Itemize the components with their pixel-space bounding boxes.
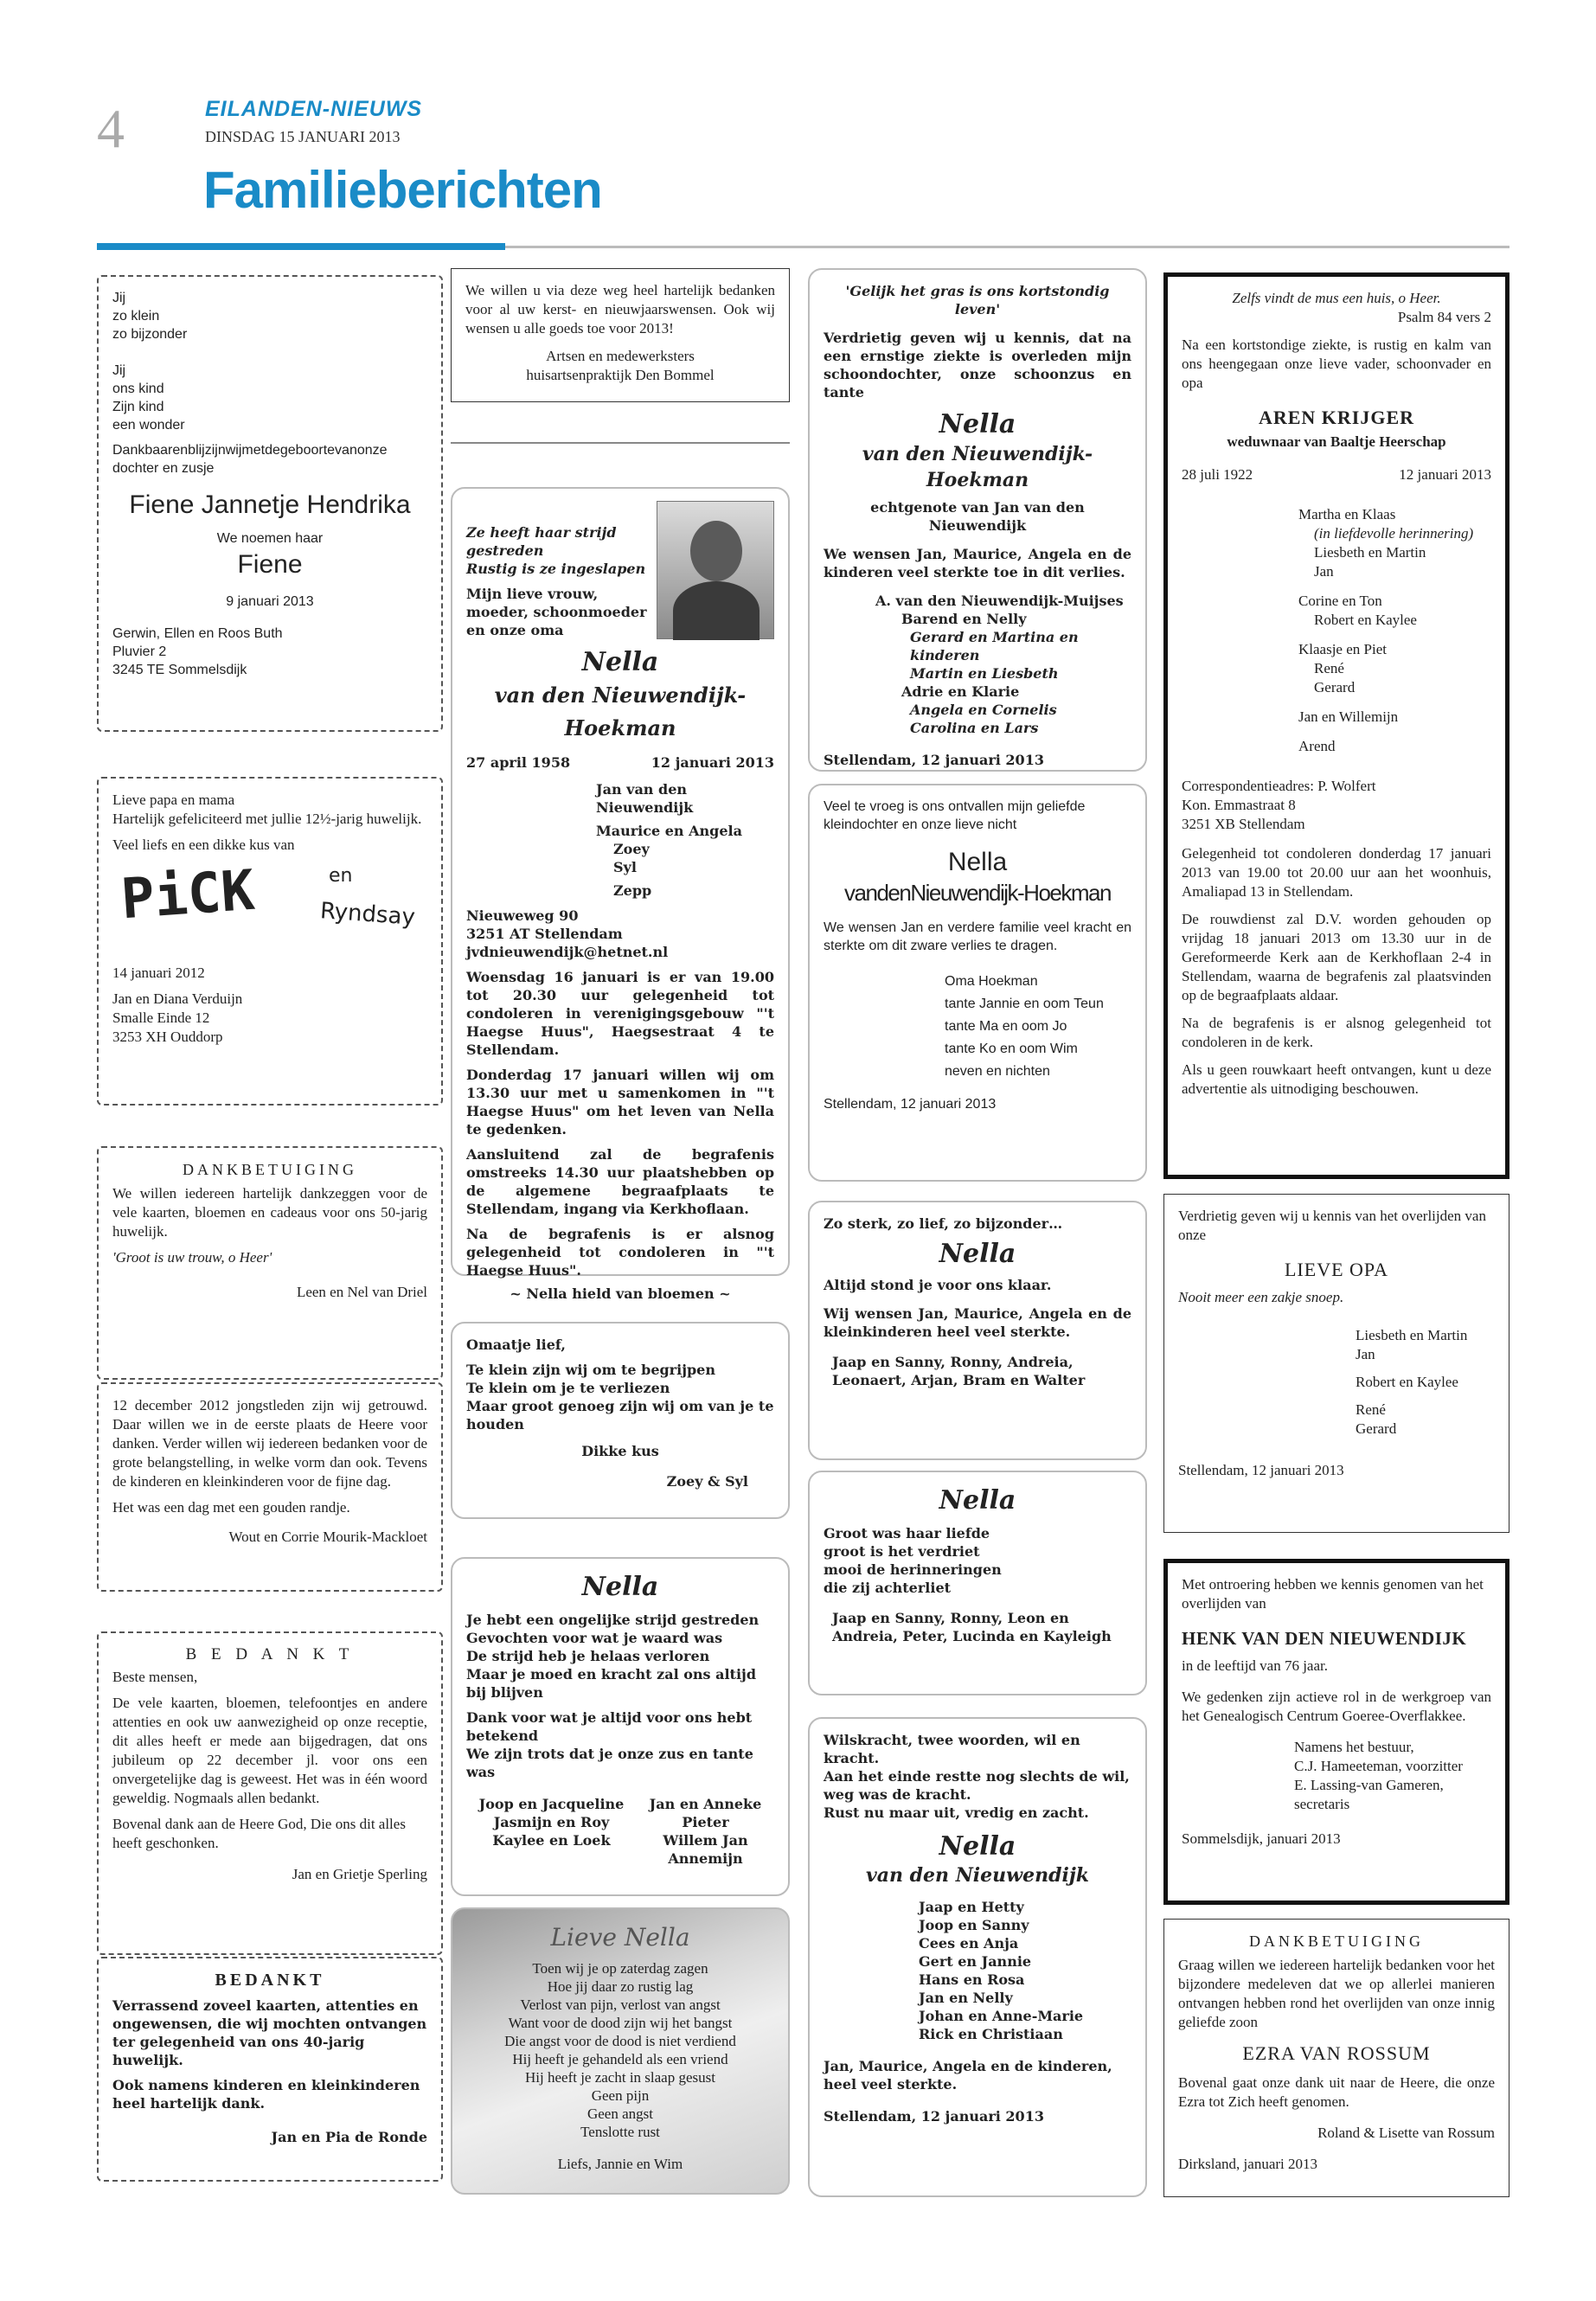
poem-lines [466,1959,774,2141]
portrait-photo [657,501,774,639]
nella1-line-2: Rustig is ze ingeslapen [466,561,646,577]
newspaper-logo: EILANDEN-NIEUWS [205,97,423,121]
thanks-anniversary-40 [97,1957,443,2182]
nella7-place: Stellendam, 12 januari 2013 [824,2108,1044,2125]
anniv-line-3: Veel liefs en een dikke kus van [112,836,295,853]
birth-poem-line: Jij [112,363,126,378]
gp-practice-thanks [451,268,790,402]
nella1-p4: Na de begrafenis is er alsnog gelegenheid tot condoleren in "'t Haegse Huus". [466,1226,774,1279]
bedankt2-text-2: Ook namens kinderen en kleinkinderen heel hartelijk dank. [112,2077,420,2112]
column-divider [451,442,790,444]
birth-poem [112,289,427,434]
anniv-line-2: Hartelijk gefeliciteerd met jullie 12½-jarig huwelijk. [112,811,422,827]
birth-family: Gerwin, Ellen en Roos Buth [112,626,283,641]
ezra-name: EZRA VAN ROSSUM [1242,2042,1431,2064]
obituary-nella-family [451,487,790,1302]
krijger-fam-0-0: Martha en Klaas [1298,506,1396,522]
henk-sign-2: C.J. Hameeteman, voorzitter [1294,1758,1463,1774]
nella5-line-3: Wij wensen Jan, Maurice, Angela en de kleinkinderen heel veel sterkte. [824,1305,1131,1340]
obituary-nella-in-laws [808,268,1147,772]
nella7-name: Nella [939,1831,1016,1862]
nella2-line-6: We zijn trots dat je onze zus en tante was [466,1746,753,1780]
poem-line: Hij heeft je zacht in slaap gesust [525,2069,715,2086]
bedankt1-title: B E D A N K T [185,1645,355,1663]
nella7-fam-4: Hans en Rosa [919,1971,1025,1988]
nella4-fam-3: tante Ko en oom Wim [945,1042,1078,1056]
anniv-street: Smalle Einde 12 [112,1009,210,1026]
birth-poem-line: Jij [112,291,126,305]
krijger-p3: Na de begrafenis is er alsnog gelegenheid tot condoleren in de kerk. [1182,1015,1491,1050]
opa-fam-0-0: Liesbeth en Martin [1356,1327,1468,1343]
birth-poem-line [112,343,427,362]
bedankt1-text: De vele kaarten, bloemen, telefoontjes en andere attenties en ook uw aanwezigheid op onze receptie, dit alles heeft er mede aan bijgedragen, dat ons jubileum op 22 december jl. voor ons een onvergetelijke dag is geweest. Het was in één woord geweldig. Nogmaals allen bedankt. [112,1695,427,1806]
krijger-born: 28 juli 1922 [1182,466,1253,483]
nella7-line-3: weg was de kracht. [824,1786,971,1803]
nella3-p2: We wensen Jan, Maurice, Angela en de kinderen veel sterkte toe in dit verlies. [824,546,1131,580]
nella6-line-2: groot is het verdriet [824,1543,980,1560]
opa-sub: Nooit meer een zakje snoep. [1178,1289,1344,1305]
gp-sign-2: huisartsenpraktijk Den Bommel [526,367,715,383]
nella5-name: Nella [939,1239,1016,1269]
obituary-henk-van-den-nieuwendijk [1163,1559,1509,1905]
nella4-fam-2: tante Ma en oom Jo [945,1019,1067,1034]
nella1-fam-0: Jan van den Nieuwendijk [596,781,694,816]
birth-poem-line: een wonder [112,418,185,433]
krijger-fam-0-3: Jan [1314,563,1334,580]
henk-place: Sommelsdijk, januari 2013 [1182,1830,1341,1847]
nella3-fam-1: Barend en Nelly [901,611,1027,627]
opa-place: Stellendam, 12 januari 2013 [1178,1462,1344,1478]
henk-sign-1: Namens het bestuur, [1294,1739,1414,1755]
bedankt1-sign: Jan en Grietje Sperling [292,1866,427,1882]
thanks-ezra-van-rossum [1163,1919,1509,2197]
gp-sign-1: Artsen en medewerksters [546,348,695,364]
poem-line: Geen pijn [591,2087,650,2104]
nella4-surname: vandenNieuwendijk-Hoekman [844,880,1111,906]
nella2-name: Nella [581,1572,659,1602]
nella1-fam-2: Zoey [613,841,650,857]
thanks-anniversary-50 [97,1146,443,1380]
nella3-fam-2: Gerard en Martina en kinderen [910,629,1079,663]
nella3-name: Nella [939,409,1016,439]
nella4-fam-1: tante Jannie en oom Teun [945,997,1104,1011]
nella2-right-0: Jan en Anneke [649,1796,762,1812]
thanks-golden-wedding [97,1382,443,1592]
poem-line: Hoe jij daar zo rustig lag [547,1978,694,1995]
handwritten-signature-2: Ryndsay [319,898,416,931]
nella3-fam-3: Martin en Liesbeth [910,665,1059,682]
grandchildren-message [451,1322,790,1519]
poem-line: Geen angst [586,2106,653,2122]
oma-sign: Zoey & Syl [666,1473,748,1490]
nella2-line-5: Dank voor wat je altijd voor ons hebt betekend [466,1709,753,1744]
birth-poem-line: ons kind [112,381,164,396]
henk-name: HENK VAN DEN NIEUWENDIJK [1182,1628,1467,1649]
poem-sign: Liefs, Jannie en Wim [557,2156,683,2172]
poem-line: Hij heeft je gehandeld als een vriend [512,2051,728,2067]
nella1-born: 27 april 1958 [466,754,571,771]
oma-line-5: Dikke kus [581,1443,659,1459]
gp-text: We willen u via deze weg heel hartelijk bedanken voor al uw kerst- en nieuwjaarswensen. Ook wij wensen u alle goeds toe voor 2013! [465,282,775,336]
nella2-line-3: De strijd heb je helaas verloren [466,1648,710,1664]
krijger-addr-1: Kon. Emmastraat 8 [1182,797,1296,813]
poem-line: Want voor de dood zijn wij het bangst [508,2015,733,2031]
poem-line: Toen wij je op zaterdag zagen [532,1960,708,1977]
nella7-line-2: Aan het einde restte nog slechts de wil, [824,1768,1130,1785]
krijger-fam-1-0: Corine en Ton [1298,593,1382,609]
ezra-place: Dirksland, januari 2013 [1178,2156,1317,2172]
handwritten-signature: PiCK [119,858,257,933]
nella6-sign: Jaap en Sanny, Ronny, Leon en Andreia, Peter, Lucinda en Kayleigh [832,1610,1112,1644]
nella4-intro: Veel te vroeg is ons ontvallen mijn geliefde kleindochter en onze lieve nicht [824,799,1086,832]
krijger-fam-2-1: René [1314,660,1344,676]
krijger-addr-0: Correspondentieadres: P. Wolfert [1182,778,1376,794]
obituary-aren-krijger [1163,272,1509,1179]
nella1-p1: Woensdag 16 januari is er van 19.00 tot 20.30 uur gelegenheid tot condoleren in verenigingsgebouw "'t Haegse Huus", Haegsestraat 4 te Stellendam. [466,969,774,1058]
krijger-quote-ref: Psalm 84 vers 2 [1397,309,1491,325]
siblings-message [451,1557,790,1896]
nella5-line-1: Zo sterk, zo lief, zo bijzonder… [824,1215,1063,1232]
krijger-fam-2-0: Klaasje en Piet [1298,641,1387,657]
nephews-message [808,1201,1147,1460]
call-name-intro: We noemen haar [216,531,324,546]
nella7-fam-6: Johan en Anne-Marie [919,2008,1084,2024]
nella3-fam-6: Carolina en Lars [910,720,1039,736]
birth-street: Pluvier 2 [112,644,167,659]
anniv-line-1: Lieve papa en mama [112,792,235,808]
nella2-left-1: Jasmijn en Roy [493,1814,610,1830]
obituary-nella-grandmother [808,784,1147,1182]
ezra-p2: Bovenal gaat onze dank uit naar de Heere, die onze Ezra tot Zich heeft genomen. [1178,2074,1495,2110]
nella6-line-4: die zij achterliet [824,1580,952,1596]
anniv-date: 14 januari 2012 [112,965,205,981]
nella1-surname: van den Nieuwendijk-Hoekman [494,683,747,740]
nella5-sign: Jaap en Sanny, Ronny, Andreia, Leonaert, Arjan, Bram en Walter [832,1354,1086,1388]
krijger-fam-3-0: Jan en Willemijn [1298,708,1399,725]
krijger-name: AREN KRIJGER [1258,407,1415,428]
nella1-fam-3: Syl [613,859,637,875]
nella2-line-4: Maar je moed en kracht zal ons altijd bij blijven [466,1666,756,1701]
nella1-line-3: Mijn lieve vrouw, moeder, schoonmoeder en onze oma [466,586,647,638]
poem-line: Verlost van pijn, verlost van angst [520,1997,721,2013]
nella1-addr-0: Nieuweweg 90 [466,907,579,924]
nella3-p1: Verdrietig geven wij u kennis, dat na een ernstige ziekte is overleden mijn schoondochter, onze schoonzus en tante [824,330,1131,401]
thanks-jubilee [97,1631,443,1955]
nella3-fam-4: Adrie en Klarie [901,683,1020,700]
nella7-fam-1: Joop en Sanny [919,1917,1029,1933]
nella3-surname: van den Nieuwendijk-Hoekman [862,443,1093,491]
nella1-fam-4: Zepp [613,882,652,899]
krijger-p4: Als u geen rouwkaart heeft ontvangen, kunt u deze advertentie als uitnodiging beschouwen. [1182,1061,1491,1097]
nella4-p: We wensen Jan en verdere familie veel kracht en sterkte om dit zware verlies te dragen. [824,920,1131,953]
opa-fam-0-1: Jan [1356,1346,1375,1362]
birth-poem-line: Zijn kind [112,400,164,414]
ezra-p: Graag willen we iedereen hartelijk bedanken voor het bijzondere medeleven dat we op allerlei manieren ontvangen hebben rond het overlijden van onze innig geliefde zoon [1178,1957,1495,2030]
poem-line: Die angst voor de dood is niet verdiend [504,2033,736,2049]
child-short-name: Fiene [237,550,303,579]
henk-sign-3: E. Lassing-van Gameren, secretaris [1294,1777,1444,1812]
nella1-p3: Aansluitend zal de begrafenis omstreeks 14.30 uur plaatshebben op de algemene begraafplaats te Stellendam, ingang via Kerkhoflaan. [466,1146,774,1217]
gold-text: 12 december 2012 jongstleden zijn wij getrouwd. Daar willen we in de eerste plaats de Heere voor danken. Verder willen wij iedereen bedanken voor de grote belangstelling, in welke vorm dan ook. Tevens de kinderen en kleinkinderen voor de fijne dag. [112,1397,427,1490]
nella7-fam-2: Cees en Anja [919,1935,1019,1952]
krijger-fam-1-1: Robert en Kaylee [1314,612,1417,628]
thanks1-title: DANKBETUIGING [183,1161,357,1178]
nella4-place: Stellendam, 12 januari 2013 [824,1097,997,1112]
nella5-line-2: Altijd stond je voor ons klaar. [824,1277,1052,1293]
nella7-fam-7: Rick en Christiaan [919,2026,1063,2042]
gold-sign: Wout en Corrie Mourik-Mackloet [228,1529,427,1545]
memorial-poem [451,1907,790,2195]
nella1-name: Nella [581,647,659,677]
opa-intro: Verdrietig geven wij u kennis van het overlijden van onze [1178,1208,1486,1243]
ezra-sign: Roland & Lisette van Rossum [1317,2125,1495,2141]
nella2-right-2: Willem Jan [663,1832,748,1849]
henk-age: in de leeftijd van 76 jaar. [1182,1657,1328,1674]
nella2-line-1: Je hebt een ongelijke strijd gestreden [466,1612,760,1628]
issue-date: DINSDAG 15 JANUARI 2013 [205,128,401,145]
krijger-fam-4-0: Arend [1298,738,1336,754]
nella3-fam-0: A. van den Nieuwendijk-Muijses [875,593,1124,609]
thanks1-quote: 'Groot is uw trouw, o Heer' [112,1249,272,1266]
nella1-close: ~ Nella hield van bloemen ~ [510,1285,731,1302]
opa-fam-2-0: René [1356,1401,1386,1418]
nella7-fam-0: Jaap en Hetty [919,1899,1024,1915]
krijger-died: 12 januari 2013 [1399,466,1491,483]
poem-line: Tenslotte rust [580,2124,660,2140]
krijger-fam-0-2: Liesbeth en Martin [1314,544,1426,561]
nella1-addr-2: jvdnieuwendijk@hetnet.nl [466,944,669,960]
oma-line-1: Omaatje lief, [466,1336,566,1353]
birth-poem-line: zo klein [112,309,160,324]
oma-line-4: Maar groot genoeg zijn wij om van je te houden [466,1398,774,1433]
nella6-name: Nella [939,1485,1016,1516]
nella1-p2: Donderdag 17 januari willen wij om 13.30 uur met u samenkomen in "'t Haegse Huus" om het leven van Nella te gedenken. [466,1067,774,1138]
henk-intro: Met ontroering hebben we kennis genomen van het overlijden van [1182,1576,1484,1612]
opa-fam-2-1: Gerard [1356,1420,1397,1437]
nella4-name: Nella [947,848,1008,876]
henk-p2: We gedenken zijn actieve rol in de werkgroep van het Genealogisch Centrum Goeree-Overflakkee. [1182,1689,1491,1724]
handwritten-en: en [329,865,353,887]
anniv-family: Jan en Diana Verduijn [112,990,243,1007]
bedankt2-title: BEDANKT [215,1971,325,1990]
krijger-fam-2-2: Gerard [1314,679,1356,695]
thanks1-sign: Leen en Nel van Driel [296,1284,427,1300]
krijger-intro: Na een kortstondige ziekte, is rustig en kalm van ons heengegaan onze lieve vader, schoonvader en opa [1182,336,1491,391]
nella1-addr-1: 3251 AT Stellendam [466,926,623,942]
opa-name: LIEVE OPA [1284,1259,1389,1280]
anniv-city: 3253 XH Ouddorp [112,1029,223,1045]
nella2-left-0: Joop en Jacqueline [478,1796,625,1812]
thanks1-text: We willen iedereen hartelijk dankzeggen voor de vele kaarten, bloemen en cadeaus voor ons 50-jarig huwelijk. [112,1185,427,1240]
nella1-died: 12 januari 2013 [651,754,774,771]
anniversary-announcement [97,777,443,1106]
child-fullname: Fiene Jannetje Hendrika [129,490,411,519]
nella7-line-1: Wilskracht, twee woorden, wil en kracht. [824,1732,1080,1766]
oma-line-3: Te klein om je te verliezen [466,1380,670,1396]
birth-poem-line: zo bijzonder [112,327,188,342]
nella6-line-1: Groot was haar liefde [824,1525,990,1541]
nella2-left-2: Kaylee en Loek [492,1832,611,1849]
birth-intro: Dankbaarenblijzijnwijmetdegeboortevanonze dochter en zusje [112,443,388,476]
obituary-nella-siblings [808,1717,1147,2197]
krijger-quote: Zelfs vindt de mus een huis, o Heer. [1232,290,1441,306]
oma-line-2: Te klein zijn wij om te begrijpen [466,1362,715,1378]
nella2-right-1: Pieter [682,1814,729,1830]
nella3-quote: 'Gelijk het gras is ons kortstondig leven' [845,283,1110,317]
section-title: Familieberichten [203,161,602,219]
section-divider-accent [97,243,505,250]
bedankt2-sign: Jan en Pia de Ronde [271,2129,427,2145]
nella7-fam-5: Jan en Nelly [919,1990,1013,2006]
opa-fam-1-0: Robert en Kaylee [1356,1374,1458,1390]
nella7-p: Jan, Maurice, Angela en de kinderen, heel veel sterkte. [824,2058,1112,2093]
bedankt2-text: Verrassend zoveel kaarten, attenties en ongewensen, die wij mochten ontvangen ter gelegenheid van ons 40-jarig huwelijk. [112,1997,427,2068]
birth-city: 3245 TE Sommelsdijk [112,663,247,677]
birth-date: 9 januari 2013 [226,594,314,609]
gold-text-2: Het was een dag met een gouden randje. [112,1499,350,1516]
nella6-line-3: mooi de herinneringen [824,1561,1002,1578]
page-number: 4 [97,98,125,159]
nella3-fam-5: Angela en Cornelis [910,702,1057,718]
nella7-fam-3: Gert en Jannie [919,1953,1032,1970]
nella2-line-2: Gevochten voor wat je waard was [466,1630,723,1646]
nella7-line-4: Rust nu maar uit, vredig en zacht. [824,1804,1089,1821]
birth-announcement [97,275,443,732]
krijger-p1: Gelegenheid tot condoleren donderdag 17 januari 2013 van 19.00 tot 20.00 uur aan het woonhuis, Amaliapad 13 in Stellendam. [1182,845,1491,900]
nella1-fam-1: Maurice en Angela [596,823,742,839]
poem-title: Lieve Nella [550,1923,690,1952]
nella4-fam-4: neven en nichten [945,1064,1050,1079]
bedankt1-text-2: Bovenal dank aan de Heere God, Die ons dit alles heeft geschonken. [112,1816,406,1851]
nella3-place: Stellendam, 12 januari 2013 [824,752,1044,768]
nella1-line-1: Ze heeft haar strijd gestreden [466,524,617,559]
nella7-surname: van den Nieuwendijk [865,1864,1090,1887]
krijger-addr-2: 3251 XB Stellendam [1182,816,1305,832]
nella4-fam-0: Oma Hoekman [945,974,1038,989]
obituary-lieve-opa [1163,1194,1509,1533]
nella3-role: echtgenote van Jan van den Nieuwendijk [870,499,1085,534]
nella2-right-3: Annemijn [668,1850,743,1867]
krijger-sub: weduwnaar van Baaltje Heerschap [1227,433,1446,450]
krijger-p2: De rouwdienst zal D.V. worden gehouden op vrijdag 18 januari 2013 om 13.30 uur in de Gereformeerde Kerk aan de Kerkhoflaan 2-4 in Stellendam, waarna de begrafenis zal plaatsvinden op de begraafplaats aldaar. [1182,911,1491,1003]
ezra-title: DANKBETUIGING [1249,1932,1424,1950]
nephews-message-2 [808,1471,1147,1695]
bedankt1-greet: Beste mensen, [112,1669,198,1685]
krijger-fam-0-1: (in liefdevolle herinnering) [1314,525,1474,542]
